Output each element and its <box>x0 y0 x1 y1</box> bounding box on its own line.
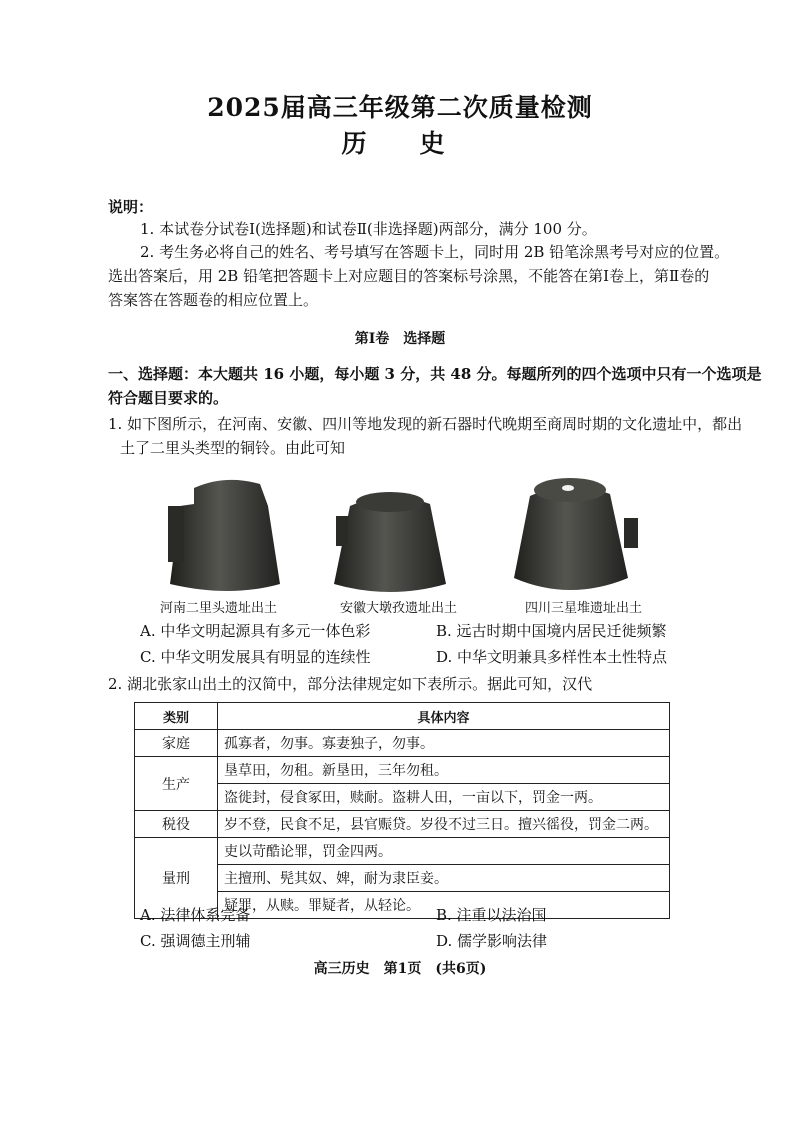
row-content: 疑罪，从赎。罪疑者，从轻论。 <box>218 892 670 919</box>
question-1-stem-a: 1. 如下图所示，在河南、安徽、四川等地发现的新石器时代晚期至商周时期的文化遗址中，都出 <box>108 415 743 433</box>
header-category: 类别 <box>135 703 218 730</box>
bell-erlitou-image <box>168 480 280 591</box>
instruction-line-2b: 选出答案后，用 2B 铅笔把答题卡上对应题目的答案标号涂黑，不能答在第Ⅰ卷上，第Ⅱ卷的 <box>108 267 710 285</box>
table-row <box>135 730 670 757</box>
instruction-line-2c: 答案答在答题卷的相应位置上。 <box>108 291 319 309</box>
q1-option-c: C. 中华文明发展具有明显的连续性 <box>140 648 371 666</box>
q1-option-d: D. 中华文明兼具多样性本土性特点 <box>436 648 668 666</box>
row-category: 家庭 <box>135 730 218 757</box>
law-table-header <box>135 703 670 730</box>
q2-option-c: C. 强调德主刑辅 <box>140 932 251 950</box>
row-category: 税役 <box>135 811 218 838</box>
section-title: 第Ⅰ卷 选择题 <box>354 331 446 347</box>
table-row <box>135 811 670 838</box>
row-content: 主擅刑、髡其奴、婢，耐为隶臣妾。 <box>218 865 670 892</box>
q2-option-a: A. 法律体系完备 <box>140 906 251 924</box>
table-row <box>135 838 670 865</box>
q1-option-b: B. 远古时期中国境内居民迁徙频繁 <box>436 622 667 640</box>
q2-option-b: B. 注重以法治国 <box>436 906 547 924</box>
bronze-bells-figure <box>150 466 670 606</box>
instruction-line-2a: 2. 考生务必将自己的姓名、考号填写在答题卡上，同时用 2B 铅笔涂黑考号对应的位置。 <box>140 243 730 261</box>
law-table <box>134 702 670 919</box>
header-content: 具体内容 <box>218 703 670 730</box>
exam-subject: 历 史 <box>341 129 459 158</box>
row-category: 生产 <box>135 757 218 811</box>
bell-dadunzi-image <box>334 492 446 592</box>
row-content: 盗徙封，侵食冢田，赎耐。盗耕人田，一亩以下，罚金一两。 <box>218 784 670 811</box>
row-content: 吏以苛酷论罪，罚金四两。 <box>218 838 670 865</box>
table-row <box>135 757 670 784</box>
instructions-heading: 说明： <box>108 198 154 216</box>
q1-option-a: A. 中华文明起源具有多元一体色彩 <box>140 622 371 640</box>
row-category: 量刑 <box>135 838 218 919</box>
bell-caption-3: 四川三星堆遗址出土 <box>525 601 643 616</box>
page-footer: 高三历史 第1页 (共6页) <box>313 961 487 977</box>
exam-title: 2025届高三年级第二次质量检测 <box>207 93 593 122</box>
section-intro-a: 一、选择题：本大题共 16 小题，每小题 3 分，共 48 分。每题所列的四个选项中只有一个选项是 <box>108 365 762 383</box>
bell-caption-2: 安徽大墩孜遗址出土 <box>340 601 458 616</box>
bell-caption-1: 河南二里头遗址出土 <box>160 601 278 616</box>
row-content: 垦草田，勿租。新垦田，三年勿租。 <box>218 757 670 784</box>
row-content: 孤寡者，勿事。寡妻独子，勿事。 <box>218 730 670 757</box>
section-intro-b: 符合题目要求的。 <box>108 389 229 407</box>
row-content: 岁不登，民食不足，县官赈贷。岁役不过三日。擅兴徭役，罚金二两。 <box>218 811 670 838</box>
q2-option-d: D. 儒学影响法律 <box>436 932 548 950</box>
bell-sanxingdui-image <box>514 478 638 590</box>
question-1-stem-b: 土了二里头类型的铜铃。由此可知 <box>120 439 346 457</box>
instruction-line-1: 1. 本试卷分试卷Ⅰ(选择题)和试卷Ⅱ(非选择题)两部分，满分 100 分。 <box>140 220 597 238</box>
question-2-stem: 2. 湖北张家山出土的汉简中，部分法律规定如下表所示。据此可知，汉代 <box>108 675 593 693</box>
